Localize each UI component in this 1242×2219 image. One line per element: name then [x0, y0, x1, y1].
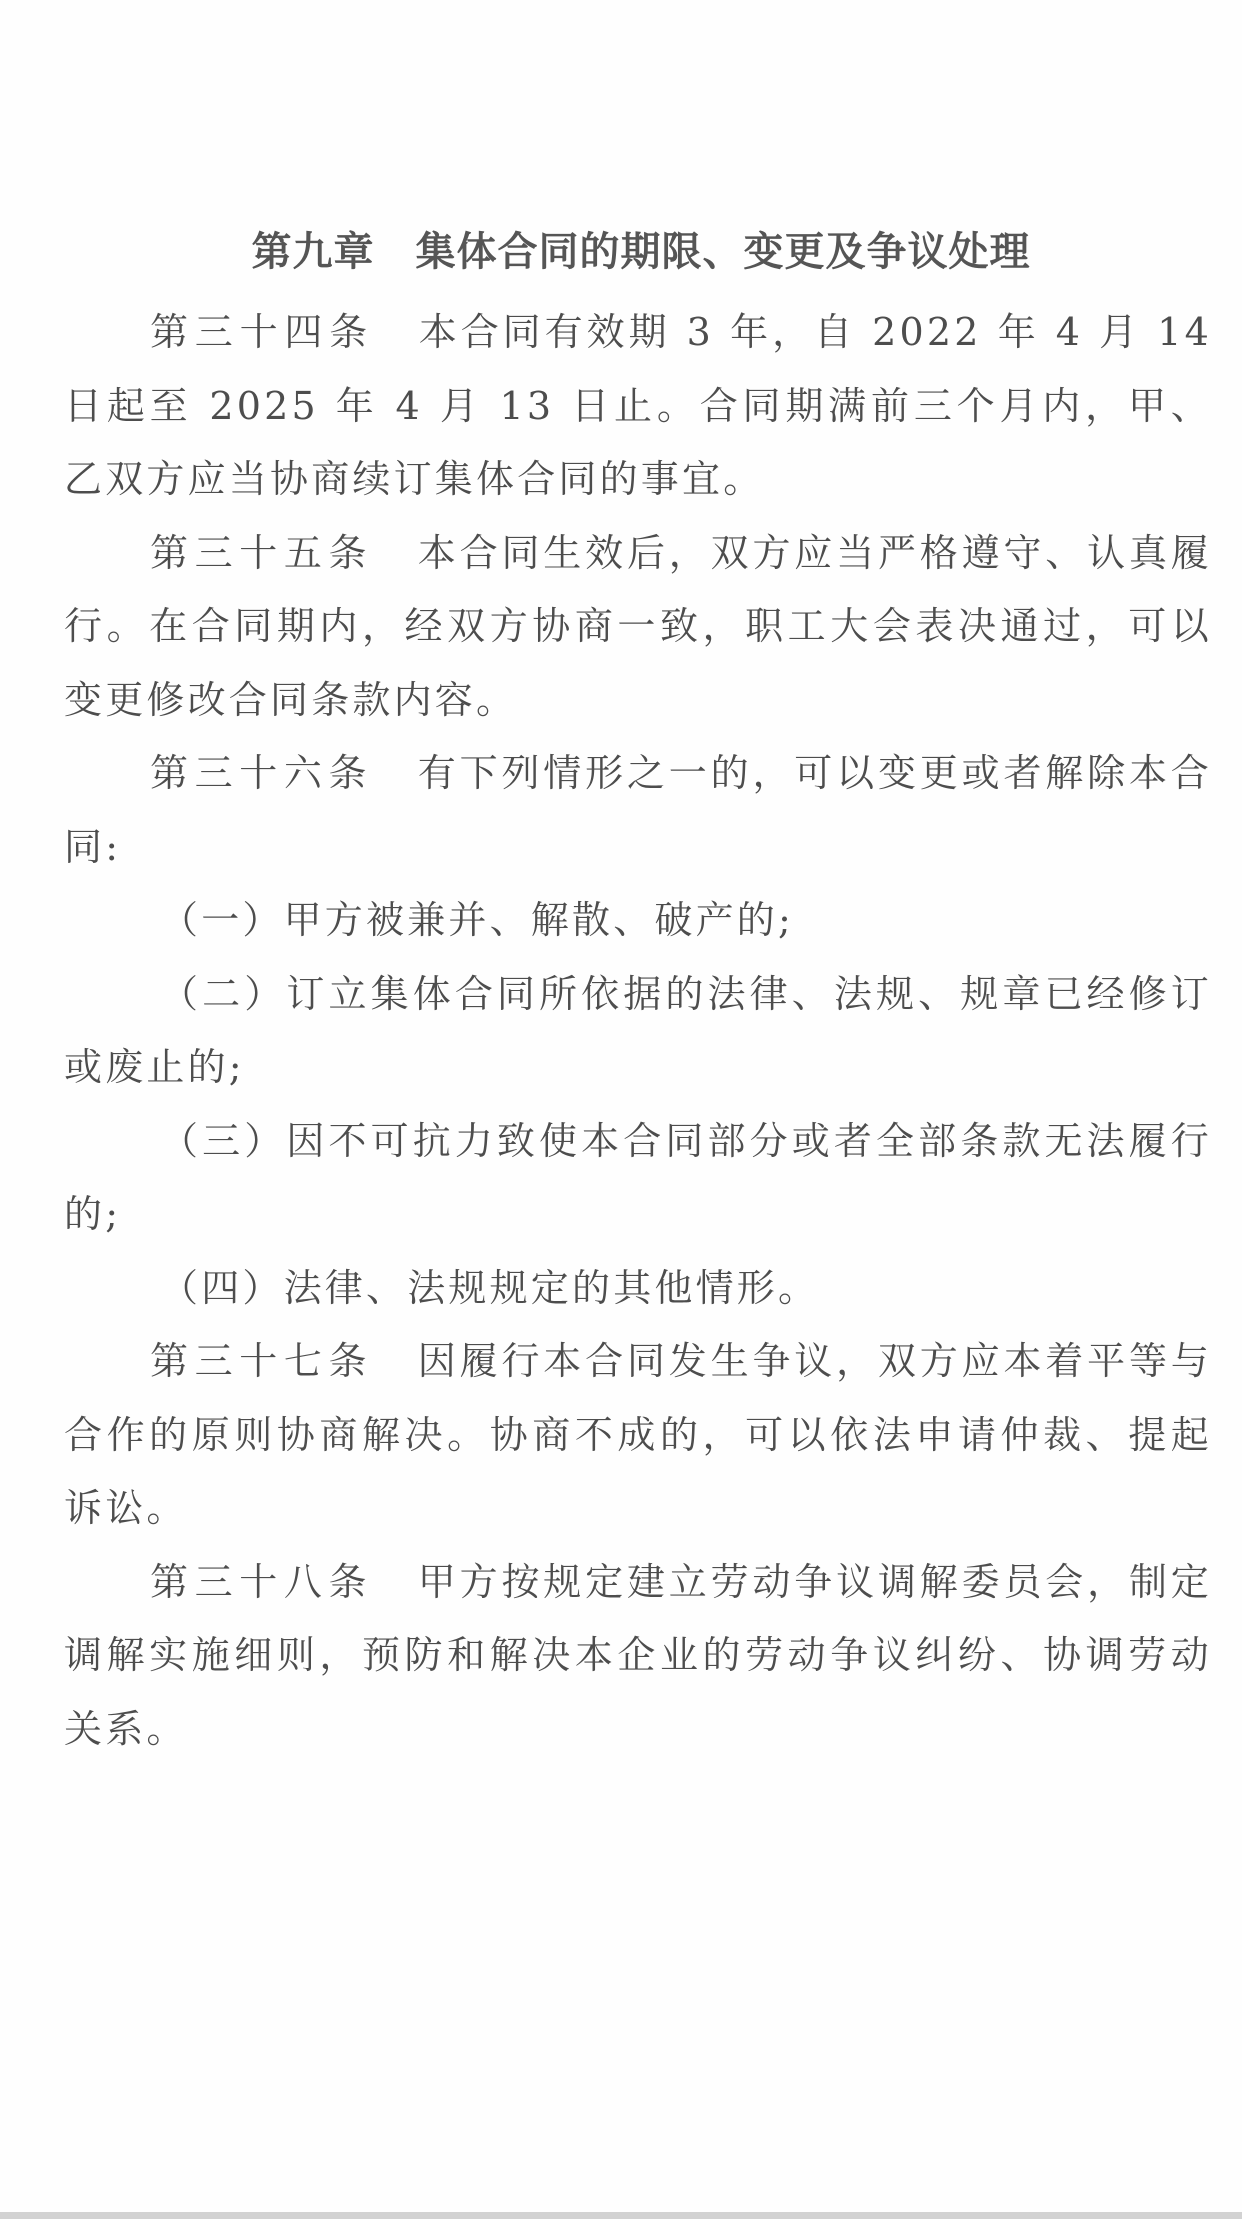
article-text: 因履行本合同发生争议，双方应本着平等与合作的原则协商解决。协商不成的，可以依法申请仲裁、提起诉讼。: [64, 1339, 1212, 1530]
article-37: [64, 1325, 1212, 1546]
bottom-edge-divider: [0, 2212, 1242, 2219]
article-text: 本合同生效后，双方应当严格遵守、认真履行。在合同期内，经双方协商一致，职工大会表决通过，可以变更修改合同条款内容。: [64, 530, 1212, 722]
article-34: [64, 296, 1212, 517]
article-text: 甲方按规定建立劳动争议调解委员会，制定调解实施细则，预防和解决本企业的劳动争议纠纷、协调劳动关系。: [64, 1559, 1212, 1751]
article-number: 第三十七条: [150, 1339, 374, 1383]
document-body: [64, 296, 1212, 1766]
article-number: 第三十五条: [150, 530, 374, 575]
article-36-item-4: （四）法律、法规规定的其他情形。: [160, 1265, 820, 1310]
article-38: [64, 1546, 1212, 1767]
article-36-item-1: （一）甲方被兼并、解散、破产的;: [160, 898, 795, 942]
article-text: 有下列情形之一的，可以变更或者解除本合同:: [64, 751, 1212, 869]
article-36-item-3: （三）因不可抗力致使本合同部分或者全部条款无法履行的;: [64, 1118, 1212, 1236]
article-36-item-2: （二）订立集体合同所依据的法律、法规、规章已经修订或废止的;: [64, 971, 1212, 1089]
article-number: 第三十四条: [150, 310, 374, 354]
chapter-title: 第九章 集体合同的期限、变更及争议处理: [251, 229, 1031, 275]
article-36: [64, 737, 1212, 884]
article-number: 第三十八条: [150, 1559, 374, 1604]
article-35: [64, 517, 1212, 738]
article-number: 第三十六条: [150, 751, 374, 795]
article-text: 本合同有效期 3 年，自 2022 年 4 月 14 日起至 2025 年 4 月 13 日止。合同期满前三个月内，甲、乙双方应当协商续订集体合同的事宜。: [64, 310, 1212, 501]
